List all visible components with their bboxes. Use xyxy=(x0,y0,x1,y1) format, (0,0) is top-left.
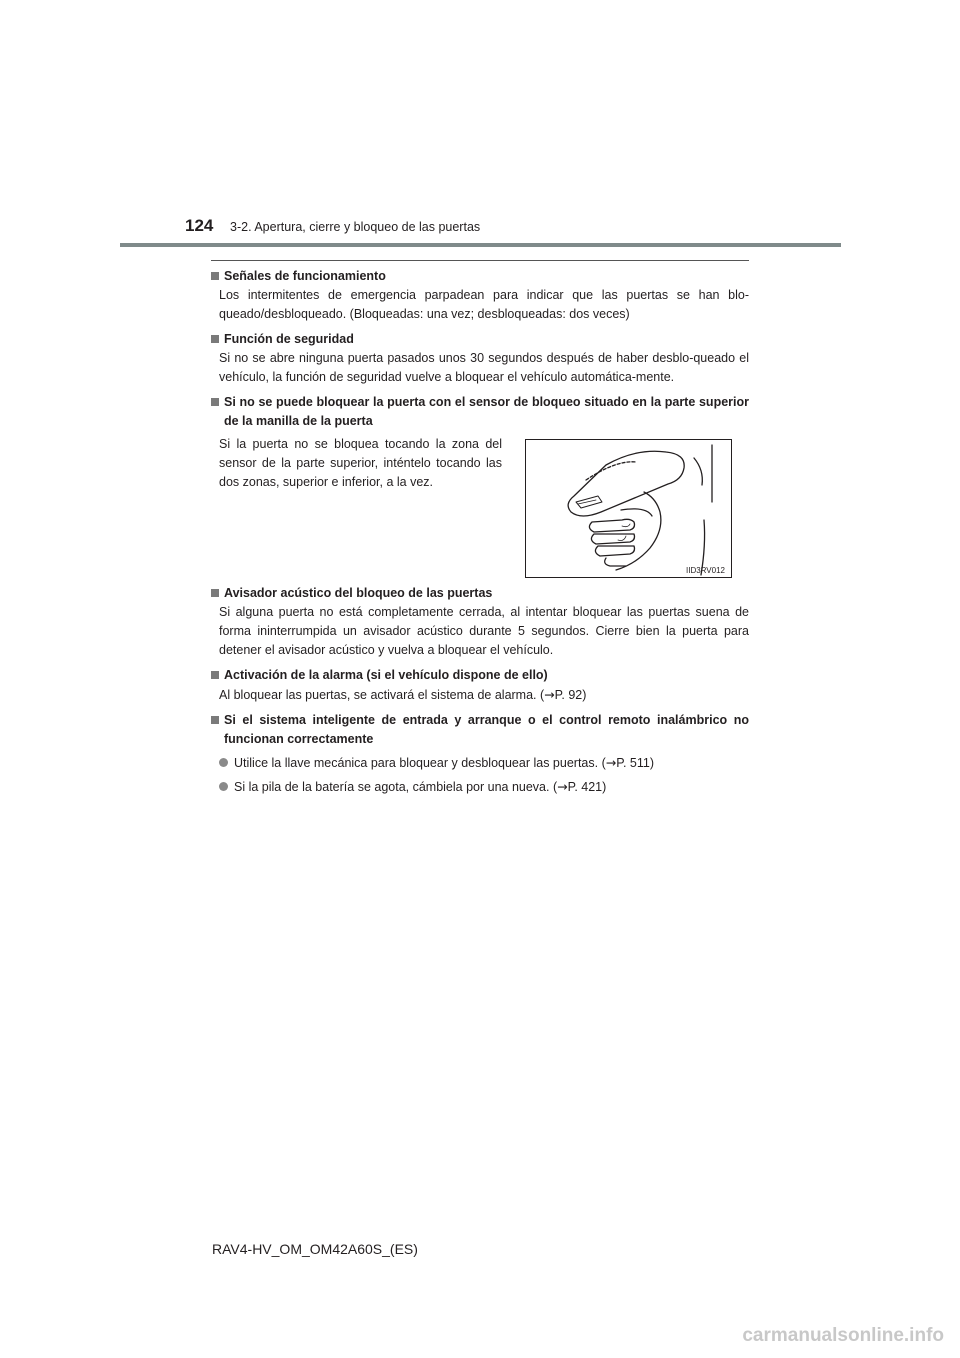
page-reference-link[interactable]: P. 511) xyxy=(616,756,654,770)
hand-on-door-handle-icon xyxy=(526,440,731,577)
item-body: Los intermitentes de emergencia parpadean para indicar que las puertas se han blo-queado/desbloqueado. (Bloqueadas: una vez; desbloqueadas: dos veces) xyxy=(219,288,749,321)
item-heading: Avisador acústico del bloqueo de las puertas xyxy=(224,586,493,600)
circle-bullet-icon xyxy=(219,782,228,791)
item-body: Al bloquear las puertas, se activará el sistema de alarma. (→P. 92) xyxy=(219,687,587,702)
square-bullet-icon xyxy=(211,671,219,679)
square-bullet-icon xyxy=(211,335,219,343)
square-bullet-icon xyxy=(211,398,219,406)
item-body: Si la puerta no se bloquea tocando la zona del sensor de la parte superior, inténtelo tocando las dos zonas, superior e inferior, a la vez. xyxy=(219,437,502,489)
item-heading: Si el sistema inteligente de entrada y arranque o el control remoto inalámbrico no funcionan correctamente xyxy=(224,713,749,746)
item-heading: Señales de funcionamiento xyxy=(224,269,386,283)
item-security-function xyxy=(211,330,749,387)
list-item: Si la pila de la batería se agota, cámbiela por una nueva. (→P. 421) xyxy=(219,777,749,797)
footer-doc-code: RAV4-HV_OM_OM42A60S_(ES) xyxy=(212,1241,418,1257)
item-lock-sensor xyxy=(211,393,749,578)
item-body: Si alguna puerta no está completamente cerrada, al intentar bloquear las puertas suena de forma ininterrumpida un avisador acústico durante 5 segundos. Cierre bien la puerta para detener el avisador acústico y vuelva a bloquear el vehículo. xyxy=(219,605,749,657)
page-reference-link[interactable]: P. 421) xyxy=(567,780,607,794)
header-rule xyxy=(120,243,841,247)
item-alarm-activation xyxy=(211,666,749,705)
door-handle-illustration xyxy=(525,439,732,578)
section-title: 3-2. Apertura, cierre y bloqueo de las puertas xyxy=(230,220,481,234)
circle-bullet-icon xyxy=(219,758,228,767)
item-body: Si no se abre ninguna puerta pasados unos 30 segundos después de haber desblo-queado el vehículo, la función de seguridad vuelve a bloquear el vehículo automática-mente. xyxy=(219,351,749,384)
item-lock-buzzer xyxy=(211,584,749,660)
square-bullet-icon xyxy=(211,589,219,597)
list-item: Utilice la llave mecánica para bloquear y desbloquear las puertas. (→P. 511) xyxy=(219,753,749,773)
item-remote-malfunction xyxy=(211,711,749,797)
arrow-icon: → xyxy=(544,687,555,702)
item-heading: Si no se puede bloquear la puerta con el sensor de bloqueo situado en la parte superior de la manilla de la puerta xyxy=(224,395,749,428)
square-bullet-icon xyxy=(211,716,219,724)
arrow-icon: → xyxy=(605,755,617,770)
square-bullet-icon xyxy=(211,272,219,280)
item-operation-signals xyxy=(211,267,749,324)
content xyxy=(211,267,749,803)
page-number: 124 xyxy=(185,216,214,235)
arrow-icon: → xyxy=(557,779,568,794)
item-heading: Activación de la alarma (si el vehículo dispone de ello) xyxy=(224,668,548,682)
page-reference-link[interactable]: P. 92) xyxy=(554,688,587,702)
figure-code: IID3RV012 xyxy=(686,566,725,575)
watermark: carmanualsonline.info xyxy=(742,1325,944,1346)
content-rule xyxy=(211,260,749,261)
item-heading: Función de seguridad xyxy=(224,332,354,346)
